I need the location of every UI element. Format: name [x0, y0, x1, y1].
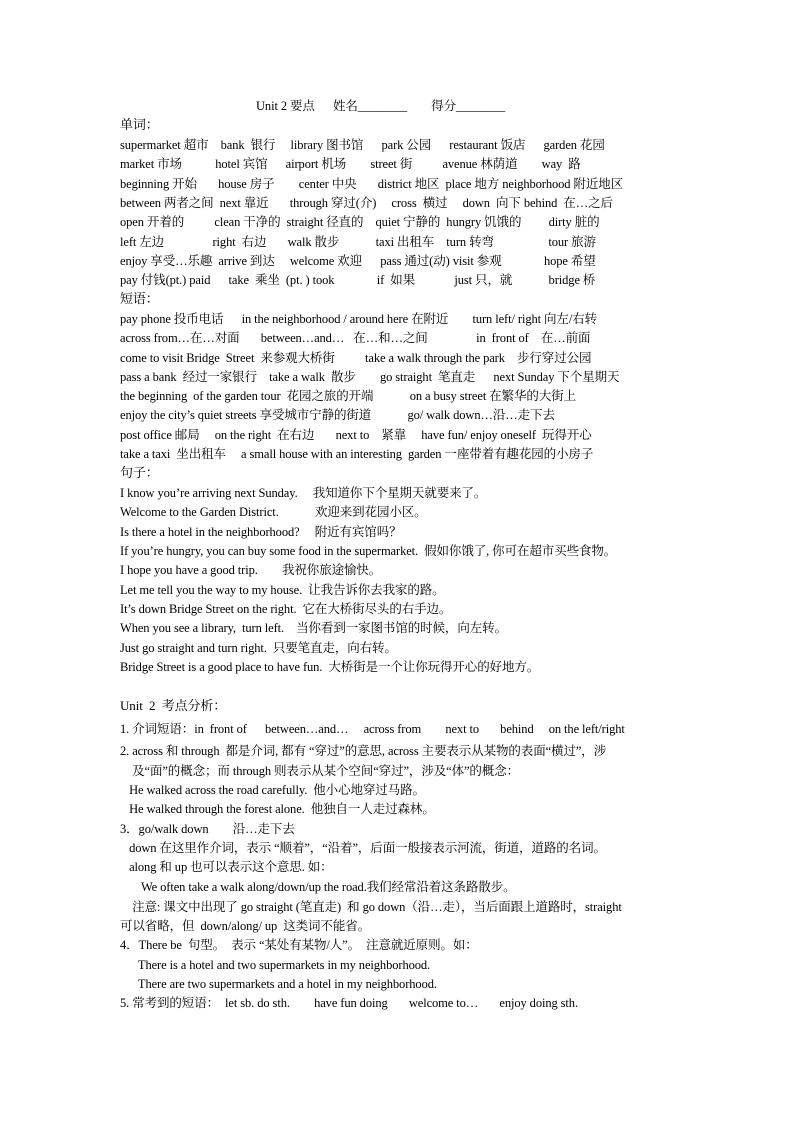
analysis-line: 3．go/walk down 沿…走下去	[120, 822, 295, 836]
analysis-line: 可以省略，但 down/along/ up 这类词不能省。	[120, 919, 371, 933]
phrase-line: come to visit Bridge Street 来参观大桥街 take a walk through the park 步行穿过公园	[120, 351, 592, 365]
analysis-line: There is a hotel and two supermarkets in my neighborhood.	[120, 958, 431, 972]
vocab-line: pay 付钱(pt.) paid take 乘坐 (pt. ) took if 如果 just 只，就 bridge 桥	[120, 273, 596, 287]
sentences-heading: 句子：	[120, 465, 159, 480]
phrase-line: across from…在…对面 between…and… 在…和…之间 in front of 在…前面	[120, 331, 591, 345]
analysis-line: down 在这里作介词，表示 “顺着”，“沿着”，后面一般接表示河流，街道，道路的名词。	[120, 841, 606, 855]
vocab-line: enjoy 享受…乐趣 arrive 到达 welcome 欢迎 pass 通过(动) visit 参观 hope 希望	[120, 254, 596, 268]
sentence-line: If you’re hungry, you can buy some food in the supermarket. 假如你饿了, 你可在超市买些食物。	[120, 544, 617, 558]
analysis-line: We often take a walk along/down/up the road.我们经常沿着这条路散步。	[120, 880, 516, 894]
analysis-line: 注意: 课文中出现了 go straight (笔直走) 和 go down（沿…走），当后面跟上道路时，straight	[120, 900, 622, 914]
analysis-line: 5. 常考到的短语： let sb. do sth. have fun doing welcome to… enjoy doing sth.	[120, 996, 578, 1010]
analysis-line: 4．There be 句型。 表示 “某处有某物/人”。 注意就近原则。如：	[120, 938, 478, 952]
vocab-line: left 左边 right 右边 walk 散步 taxi 出租车 turn 转弯 tour 旅游	[120, 235, 596, 249]
vocab-line: market 市场 hotel 宾馆 airport 机场 street 街 avenue 林荫道 way 路	[120, 157, 581, 171]
sentence-line: Let me tell you the way to my house. 让我告诉你去我家的路。	[120, 583, 445, 597]
analysis-line: 1. 介词短语：in front of between…and… across from next to behind on the left/right	[120, 722, 625, 736]
phrases-heading: 短语：	[120, 291, 159, 306]
page-title: Unit 2 要点 姓名________ 得分________	[256, 99, 506, 113]
phrase-line: post office 邮局 on the right 在右边 next to 紧靠 have fun/ enjoy oneself 玩得开心	[120, 428, 592, 442]
analysis-line: There are two supermarkets and a hotel in my neighborhood.	[120, 977, 437, 991]
analysis-line: 及“面”的概念；而 through 则表示从某个空间“穿过”，涉及“体”的概念：	[120, 764, 520, 778]
sentence-line: When you see a library, turn left. 当你看到一家图书馆的时候，向左转。	[120, 621, 507, 635]
phrase-line: pay phone 投币电话 in the neighborhood / around here 在附近 turn left/ right 向左/右转	[120, 312, 597, 326]
analysis-line: He walked across the road carefully. 他小心地穿过马路。	[120, 783, 425, 797]
sentence-line: Is there a hotel in the neighborhood? 附近有宾馆吗？	[120, 525, 402, 539]
sentence-line: Bridge Street is a good place to have fun. 大桥街是一个让你玩得开心的好地方。	[120, 660, 540, 674]
analysis-heading: Unit 2 考点分析：	[120, 698, 227, 713]
phrase-line: the beginning of the garden tour 花园之旅的开端 on a busy street 在繁华的大街上	[120, 389, 577, 403]
vocab-line: beginning 开始 house 房子 center 中央 district 地区 place 地方 neighborhood 附近地区	[120, 177, 624, 191]
sentence-line: It’s down Bridge Street on the right. 它在大桥街尽头的右手边。	[120, 602, 452, 616]
vocab-line: between 两者之间 next 靠近 through 穿过(介) cross 横过 down 向下 behind 在…之后	[120, 196, 613, 210]
analysis-line: He walked through the forest alone. 他独自一人走过森林。	[120, 802, 435, 816]
analysis-line: along 和 up 也可以表示这个意思. 如：	[120, 860, 333, 874]
vocab-line: open 开着的 clean 干净的 straight 径直的 quiet 宁静的 hungry 饥饿的 dirty 脏的	[120, 215, 600, 229]
analysis-line: 2. across 和 through 都是介词, 都有 “穿过”的意思, across 主要表示从某物的表面“横过”，涉	[120, 744, 607, 758]
vocab-line: supermarket 超市 bank 银行 library 图书馆 park 公园 restaurant 饭店 garden 花园	[120, 138, 605, 152]
phrase-line: take a taxi 坐出租车 a small house with an interesting garden 一座带着有趣花园的小房子	[120, 447, 594, 461]
sentence-line: I hope you have a good trip. 我祝你旅途愉快。	[120, 563, 382, 577]
sentence-line: Just go straight and turn right. 只要笔直走，向右转。	[120, 641, 397, 655]
sentence-line: Welcome to the Garden District. 欢迎来到花园小区。	[120, 505, 427, 519]
phrase-line: pass a bank 经过一家银行 take a walk 散步 go straight 笔直走 next Sunday 下个星期天	[120, 370, 620, 384]
sentence-line: I know you’re arriving next Sunday. 我知道你下个星期天就要来了。	[120, 486, 487, 500]
vocab-heading: 单词：	[120, 117, 159, 132]
phrase-line: enjoy the city’s quiet streets 享受城市宁静的街道 go/ walk down…沿…走下去	[120, 408, 555, 422]
